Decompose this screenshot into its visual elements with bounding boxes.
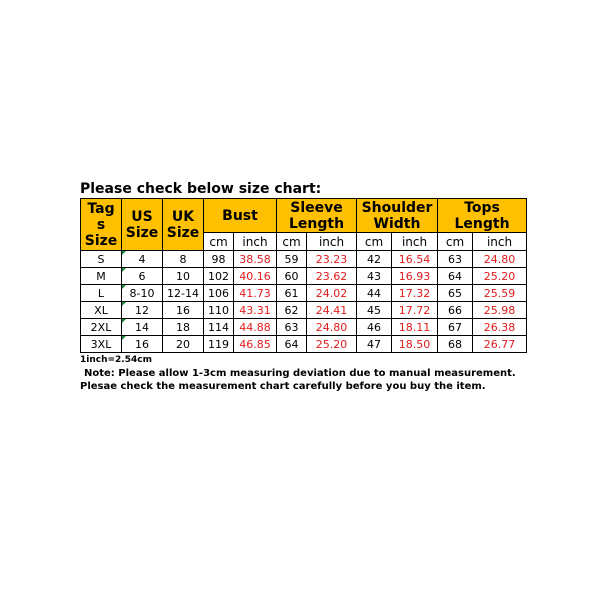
cell-tops-inch: 26.38 <box>473 319 527 336</box>
table-row <box>81 268 527 285</box>
unit-inch: inch <box>234 233 277 251</box>
cell-tag: M <box>81 268 122 285</box>
cell-sleeve-cm: 62 <box>277 302 307 319</box>
header-shoulder-width: Shoulder Width <box>357 199 438 233</box>
cell-tag: S <box>81 251 122 268</box>
cell-sleeve-cm: 63 <box>277 319 307 336</box>
cell-bust-cm: 106 <box>204 285 234 302</box>
unit-inch: inch <box>473 233 527 251</box>
cell-shoulder-cm: 47 <box>357 336 392 353</box>
cell-tops-cm: 68 <box>438 336 473 353</box>
cell-shoulder-inch: 18.11 <box>392 319 438 336</box>
cell-tops-cm: 66 <box>438 302 473 319</box>
cell-bust-cm: 119 <box>204 336 234 353</box>
cell-sleeve-inch: 23.62 <box>307 268 357 285</box>
cell-shoulder-cm: 46 <box>357 319 392 336</box>
cell-tag: XL <box>81 302 122 319</box>
cell-us: 14 <box>122 319 163 336</box>
unit-inch: inch <box>307 233 357 251</box>
cell-tops-cm: 64 <box>438 268 473 285</box>
cell-bust-inch: 43.31 <box>234 302 277 319</box>
cell-uk: 8 <box>163 251 204 268</box>
unit-inch: inch <box>392 233 438 251</box>
header-tops-length: Tops Length <box>438 199 527 233</box>
cell-uk: 20 <box>163 336 204 353</box>
cell-us: 12 <box>122 302 163 319</box>
table-row <box>81 336 527 353</box>
cell-us: 16 <box>122 336 163 353</box>
cell-tops-inch: 25.20 <box>473 268 527 285</box>
cell-bust-inch: 46.85 <box>234 336 277 353</box>
cell-shoulder-cm: 42 <box>357 251 392 268</box>
cell-uk: 10 <box>163 268 204 285</box>
cell-bust-cm: 114 <box>204 319 234 336</box>
cell-us: 8-10 <box>122 285 163 302</box>
cell-shoulder-cm: 44 <box>357 285 392 302</box>
unit-cm: cm <box>438 233 473 251</box>
table-row <box>81 319 527 336</box>
cell-uk: 16 <box>163 302 204 319</box>
cell-sleeve-cm: 64 <box>277 336 307 353</box>
header-uk-size: UK Size <box>163 199 204 251</box>
header-tags-size: Tag s Size <box>81 199 122 251</box>
cell-sleeve-inch: 23.23 <box>307 251 357 268</box>
cell-sleeve-inch: 24.80 <box>307 319 357 336</box>
cell-sleeve-cm: 61 <box>277 285 307 302</box>
cell-tag: L <box>81 285 122 302</box>
cell-us: 6 <box>122 268 163 285</box>
cell-tops-inch: 25.59 <box>473 285 527 302</box>
cell-tops-cm: 65 <box>438 285 473 302</box>
cell-bust-inch: 44.88 <box>234 319 277 336</box>
cell-tops-inch: 26.77 <box>473 336 527 353</box>
cell-shoulder-cm: 43 <box>357 268 392 285</box>
cell-sleeve-inch: 25.20 <box>307 336 357 353</box>
chart-notes <box>80 354 528 393</box>
cell-sleeve-cm: 60 <box>277 268 307 285</box>
unit-cm: cm <box>204 233 234 251</box>
cell-tag: 3XL <box>81 336 122 353</box>
unit-cm: cm <box>277 233 307 251</box>
cell-tag: 2XL <box>81 319 122 336</box>
cell-tops-inch: 25.98 <box>473 302 527 319</box>
cell-us: 4 <box>122 251 163 268</box>
cell-bust-inch: 38.58 <box>234 251 277 268</box>
chart-title: Please check below size chart: <box>80 181 322 197</box>
cell-shoulder-cm: 45 <box>357 302 392 319</box>
cell-bust-cm: 110 <box>204 302 234 319</box>
header-sleeve-length: Sleeve Length <box>277 199 357 233</box>
header-bust: Bust <box>204 199 277 233</box>
table-row <box>81 302 527 319</box>
cell-bust-cm: 98 <box>204 251 234 268</box>
cell-bust-inch: 40.16 <box>234 268 277 285</box>
note-conversion: 1inch=2.54cm <box>80 355 152 365</box>
cell-shoulder-inch: 17.72 <box>392 302 438 319</box>
note-deviation: Note: Please allow 1-3cm measuring deviation due to manual measurement. <box>84 368 516 379</box>
cell-tops-cm: 67 <box>438 319 473 336</box>
cell-sleeve-inch: 24.41 <box>307 302 357 319</box>
cell-bust-cm: 102 <box>204 268 234 285</box>
cell-uk: 12-14 <box>163 285 204 302</box>
note-check-chart: Plesae check the measurement chart carefully before you buy the item. <box>80 381 486 392</box>
cell-sleeve-inch: 24.02 <box>307 285 357 302</box>
unit-cm: cm <box>357 233 392 251</box>
cell-shoulder-inch: 16.93 <box>392 268 438 285</box>
header-us-size: US Size <box>122 199 163 251</box>
cell-shoulder-inch: 18.50 <box>392 336 438 353</box>
cell-shoulder-inch: 16.54 <box>392 251 438 268</box>
cell-bust-inch: 41.73 <box>234 285 277 302</box>
cell-tops-cm: 63 <box>438 251 473 268</box>
cell-sleeve-cm: 59 <box>277 251 307 268</box>
cell-tops-inch: 24.80 <box>473 251 527 268</box>
table-row <box>81 251 527 268</box>
table-row <box>81 285 527 302</box>
size-chart-table <box>80 198 527 353</box>
cell-uk: 18 <box>163 319 204 336</box>
cell-shoulder-inch: 17.32 <box>392 285 438 302</box>
size-chart-section <box>80 181 528 393</box>
